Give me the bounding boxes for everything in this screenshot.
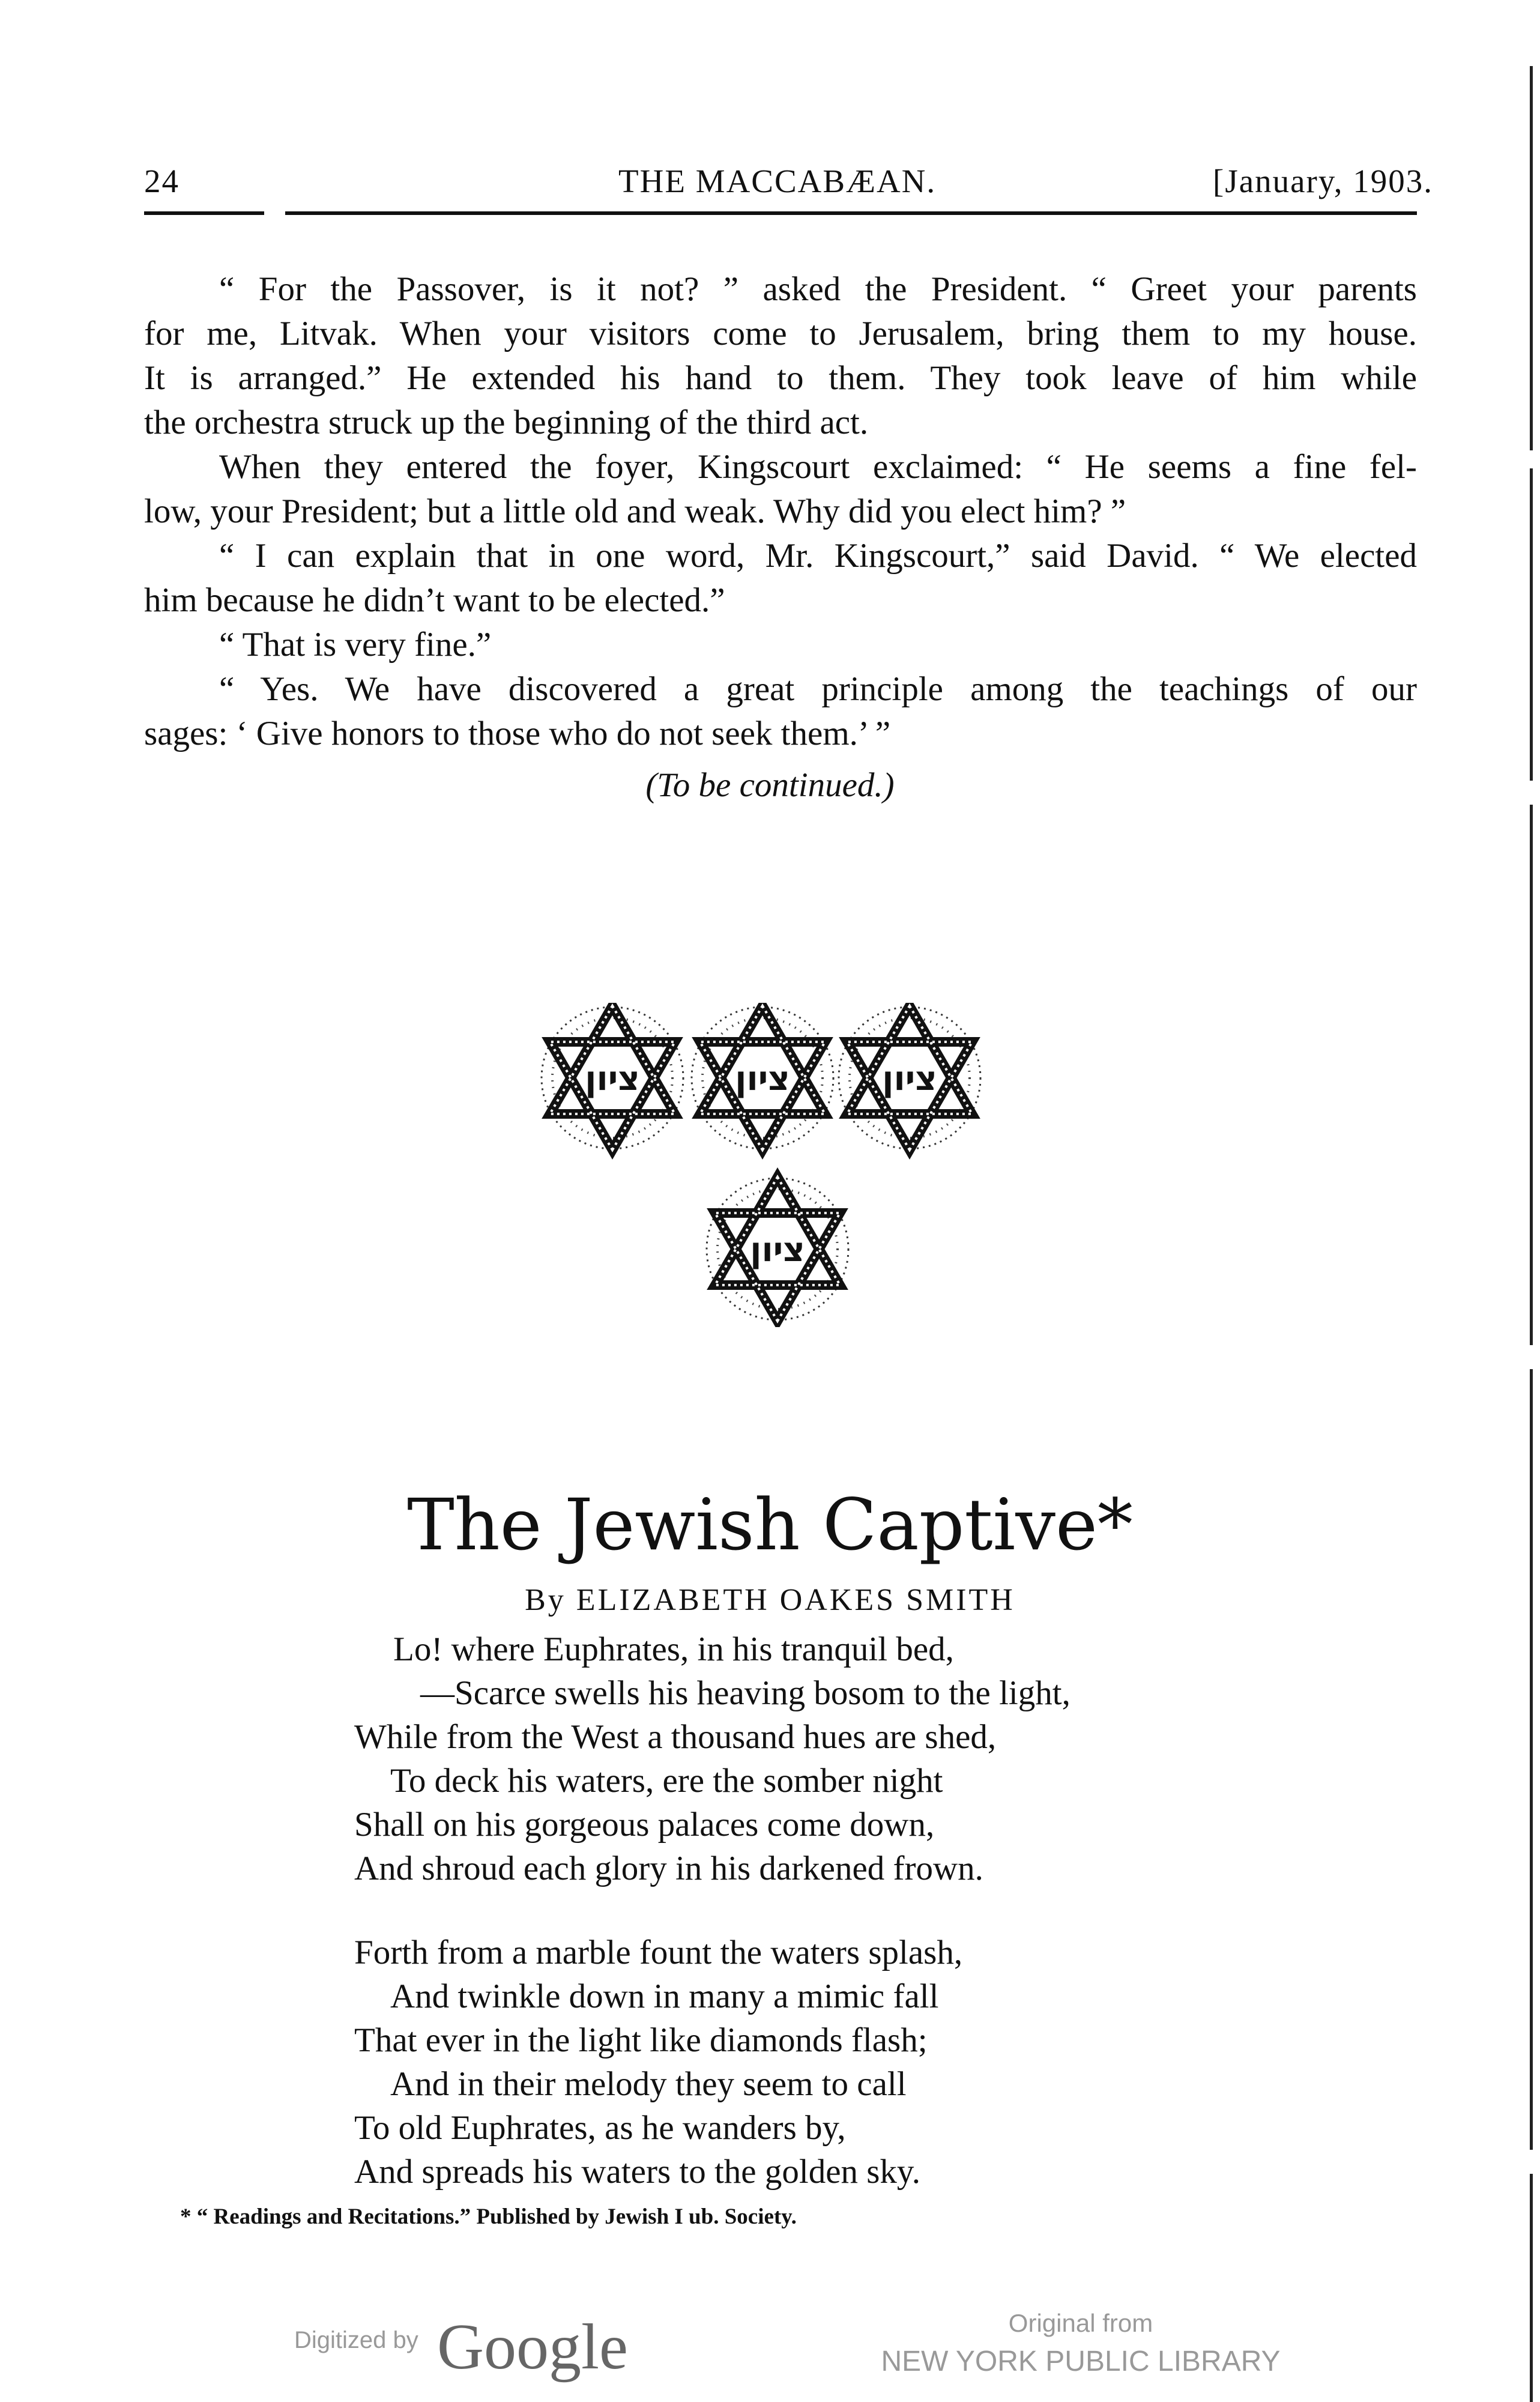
poem-line: That ever in the light like diamonds flash;: [354, 2021, 928, 2059]
poem-line: And spreads his waters to the golden sky.: [354, 2153, 920, 2191]
original-from-label: Original from: [1008, 2309, 1153, 2337]
poem-line: Shall on his gorgeous palaces come down,: [354, 1806, 935, 1844]
hebrew-zion-label: ציון: [585, 1059, 640, 1098]
page-edge-line: [1530, 2174, 1533, 2402]
poem-line: Lo! where Euphrates, in his tranquil bed,: [393, 1630, 954, 1668]
poem-line: —Scarce swells his heaving bosom to the light,: [420, 1674, 1070, 1712]
poem-line: Forth from a marble fount the waters splash,: [354, 1934, 963, 1971]
poem-line: To deck his waters, ere the somber night: [390, 1762, 943, 1800]
text-line: “ For the Passover, is it not? ” asked the President. “ Greet your parents: [219, 270, 1417, 308]
page-edge-line: [1530, 805, 1533, 1345]
text-line: low, your President; but a little old and weak. Why did you elect him? ”: [144, 492, 1126, 530]
page-edge-line: [1530, 1369, 1533, 2150]
hebrew-zion-label: ציון: [750, 1230, 805, 1269]
text-line: the orchestra struck up the beginning of the third act.: [144, 404, 869, 441]
poem-line: To old Euphrates, as he wanders by,: [354, 2109, 846, 2147]
text-line: “ I can explain that in one word, Mr. Kingscourt,” said David. “ We elected: [219, 537, 1417, 575]
header-rule-left: [144, 211, 264, 215]
page-edge-line: [1530, 468, 1533, 781]
text-line: When they entered the foyer, Kingscourt exclaimed: “ He seems a fine fel-: [219, 448, 1417, 486]
hebrew-zion-label: ציון: [735, 1059, 790, 1098]
issue-date: [January, 1903.: [1213, 163, 1434, 199]
text-line: for me, Litvak. When your visitors come to Jerusalem, bring them to my house.: [144, 315, 1417, 352]
library-name: NEW YORK PUBLIC LIBRARY: [881, 2346, 1281, 2377]
poem-title: The Jewish Captive*: [407, 1483, 1133, 1566]
footnote: * “ Readings and Recitations.” Published by Jewish I ub. Society.: [180, 2204, 797, 2229]
page-number: 24: [144, 163, 180, 199]
poem-line: And shroud each glory in his darkened frown.: [354, 1850, 983, 1887]
header-rule-right: [285, 211, 1417, 215]
poem-byline: By ELIZABETH OAKES SMITH: [525, 1583, 1015, 1617]
page-edge-line: [1530, 66, 1533, 450]
google-logo: Google: [437, 2311, 628, 2383]
story-paragraph-1: [144, 267, 1417, 756]
poem-stanza-2: [354, 1931, 962, 2194]
poem-line: While from the West a thousand hues are shed,: [354, 1718, 997, 1756]
hebrew-zion-label: ציון: [882, 1059, 937, 1098]
text-line: him because he didn’t want to be elected.”: [144, 581, 725, 619]
text-line: It is arranged.” He extended his hand to them. They took leave of him while: [144, 359, 1417, 397]
journal-title: THE MACCABÆAN.: [618, 163, 937, 199]
poem-stanza-1: [354, 1627, 1070, 1890]
star-of-david-ornament: [540, 1003, 1021, 1327]
to-be-continued: (To be continued.): [645, 766, 895, 804]
poem-line: And in their melody they seem to call: [390, 2065, 907, 2103]
text-line: “ Yes. We have discovered a great principle among the teachings of our: [219, 670, 1417, 708]
poem-line: And twinkle down in many a mimic fall: [390, 1977, 939, 2015]
digitized-by-label: Digitized by: [294, 2327, 418, 2353]
text-line: sages: ‘ Give honors to those who do not seek them.’ ”: [144, 715, 891, 752]
text-line: “ That is very fine.”: [219, 626, 492, 664]
